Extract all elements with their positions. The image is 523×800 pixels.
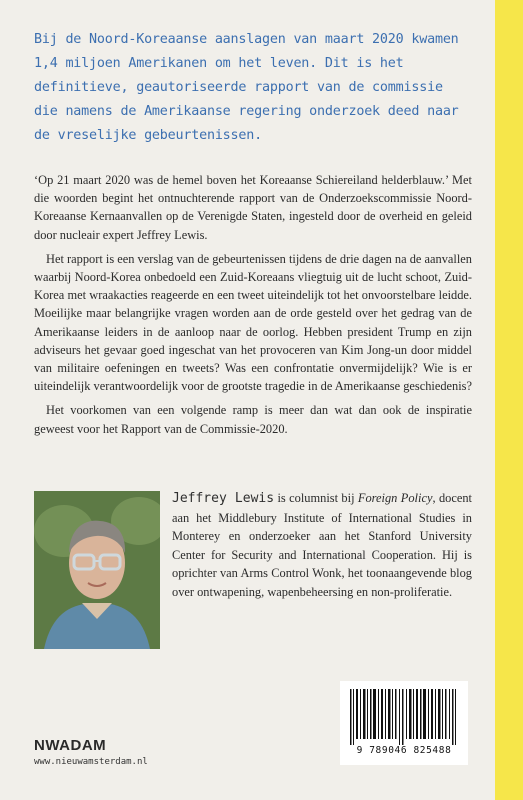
author-photo: [34, 491, 160, 649]
yellow-accent-strip: [495, 0, 523, 800]
author-portrait-illustration: [34, 491, 160, 649]
author-bio-text-2: , docent aan het Middlebury Institute of International Studies in Monterey en onderzoeker aan het Stanford University Center for Security and International Cooperation. Hij is oprichter van Arms Control Wonk, het toonaangevende blog over ontwapening, wapenbeheersing en non-proliferatie.: [172, 491, 472, 599]
publisher-logo: NWADAM: [34, 737, 107, 754]
cover-headline: Bij de Noord-Koreaanse aanslagen van maart 2020 kwamen 1,4 miljoen Amerikanen om het leven. Dit is het definitieve, geautoriseerde rapport van de commissie die namens de Amerikaanse regering onderzoek deed naar de vreselijke gebeurtenissen.: [34, 32, 459, 143]
description-paragraph-1: ‘Op 21 maart 2020 was de hemel boven het Koreaanse Schiereiland helderblauw.’ Met die woorden begint het ontnuchterende rapport van de Onderzoekscommissie Noord-Koreaanse Kernaanvallen op de Verenigde Staten, ingesteld door de overheid en geleid door nucleair expert Jeffrey Lewis.: [34, 173, 472, 242]
description-paragraph-3: Het voorkomen van een volgende ramp is meer dan wat dan ook de inspiratie geweest voor het Rapport van de Commissie-2020.: [34, 403, 472, 436]
author-name: Jeffrey Lewis: [172, 491, 275, 506]
author-bio: [172, 489, 472, 602]
author-bio-publication: Foreign Policy: [357, 491, 433, 505]
author-bio-text-1: is columnist bij: [274, 491, 358, 505]
description-paragraph-2: Het rapport is een verslag van de gebeurtenissen tijdens de drie dagen na de aanvallen waarbij Noord-Korea onbedoeld een Zuid-Koreaans vliegtuig uit de lucht schoot, Zuid-Korea met wraakacties reageerde en een tweet uiteindelijk tot het onvoorstelbare leidde. Moeilijke maar belangrijke vragen worden aan de orde gesteld over het gedrag van de Amerikaanse leiders in de aanloop naar de oorlog. Hebben president Trump en zijn adviseurs het gevaar goed ingeschat van het provoceren van Kim Jong-un door middel van militaire oefeningen en tweets? Was een confrontatie onvermijdelijk? Wie is er uiteindelijk verantwoordelijk voor de grootste tragedie in de Amerikaanse geschiedenis?: [34, 251, 473, 394]
isbn-number: 9 789046 825488: [356, 745, 452, 756]
book-description: [34, 171, 472, 444]
publisher-url[interactable]: www.nieuwamsterdam.nl: [34, 757, 148, 767]
isbn-barcode: [340, 681, 468, 765]
barcode-bars: [348, 689, 460, 745]
